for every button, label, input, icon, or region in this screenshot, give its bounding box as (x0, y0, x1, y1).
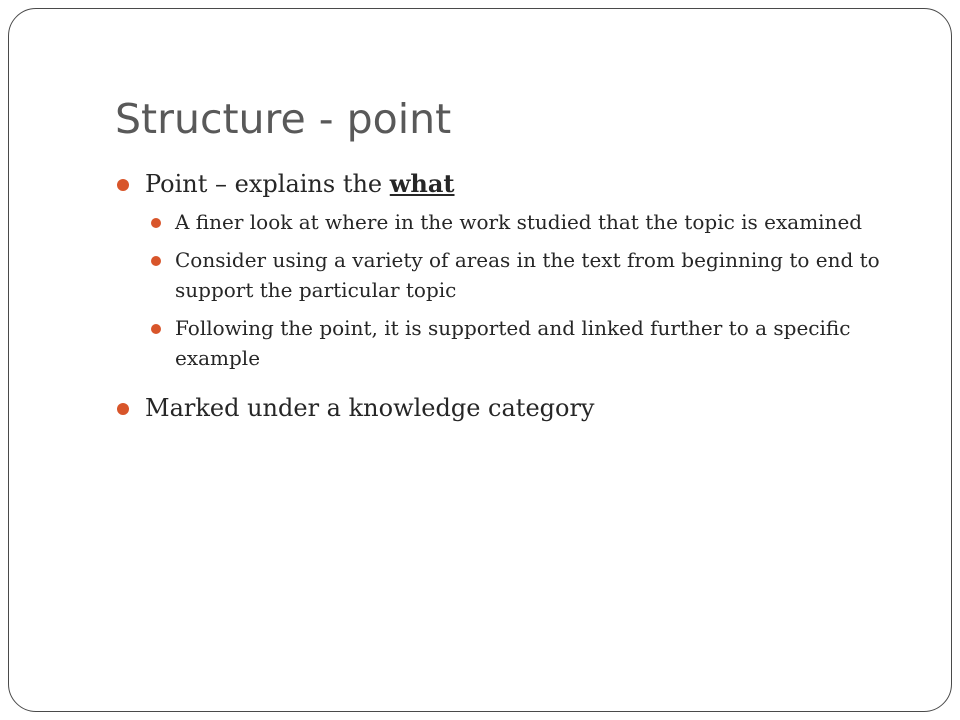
bullet-knowledge-category (115, 393, 915, 423)
sub-bullet-icon (151, 324, 161, 334)
bullet-text: Point – explains the (145, 170, 390, 198)
sub-bullet-text: Consider using a variety of areas in the text from beginning to end to support the particular topic (175, 248, 880, 302)
sub-bullet-following (115, 313, 915, 373)
bullet-icon (117, 179, 129, 191)
bullet-icon (117, 403, 129, 415)
bullet-emphasis: what (389, 169, 455, 198)
sub-bullet-icon (151, 256, 161, 266)
bullet-point-what (115, 169, 915, 199)
sub-bullet-variety (115, 245, 915, 305)
sub-bullet-finer-look (115, 207, 915, 237)
bullet-text: Marked under a knowledge category (145, 394, 595, 422)
sub-bullet-icon (151, 218, 161, 228)
slide-title: Structure - point (115, 95, 452, 143)
slide-content (115, 169, 915, 423)
sub-bullet-text: A finer look at where in the work studied that the topic is examined (175, 210, 863, 234)
sub-bullet-text: Following the point, it is supported and linked further to a specific example (175, 316, 851, 370)
slide-frame (8, 8, 952, 712)
